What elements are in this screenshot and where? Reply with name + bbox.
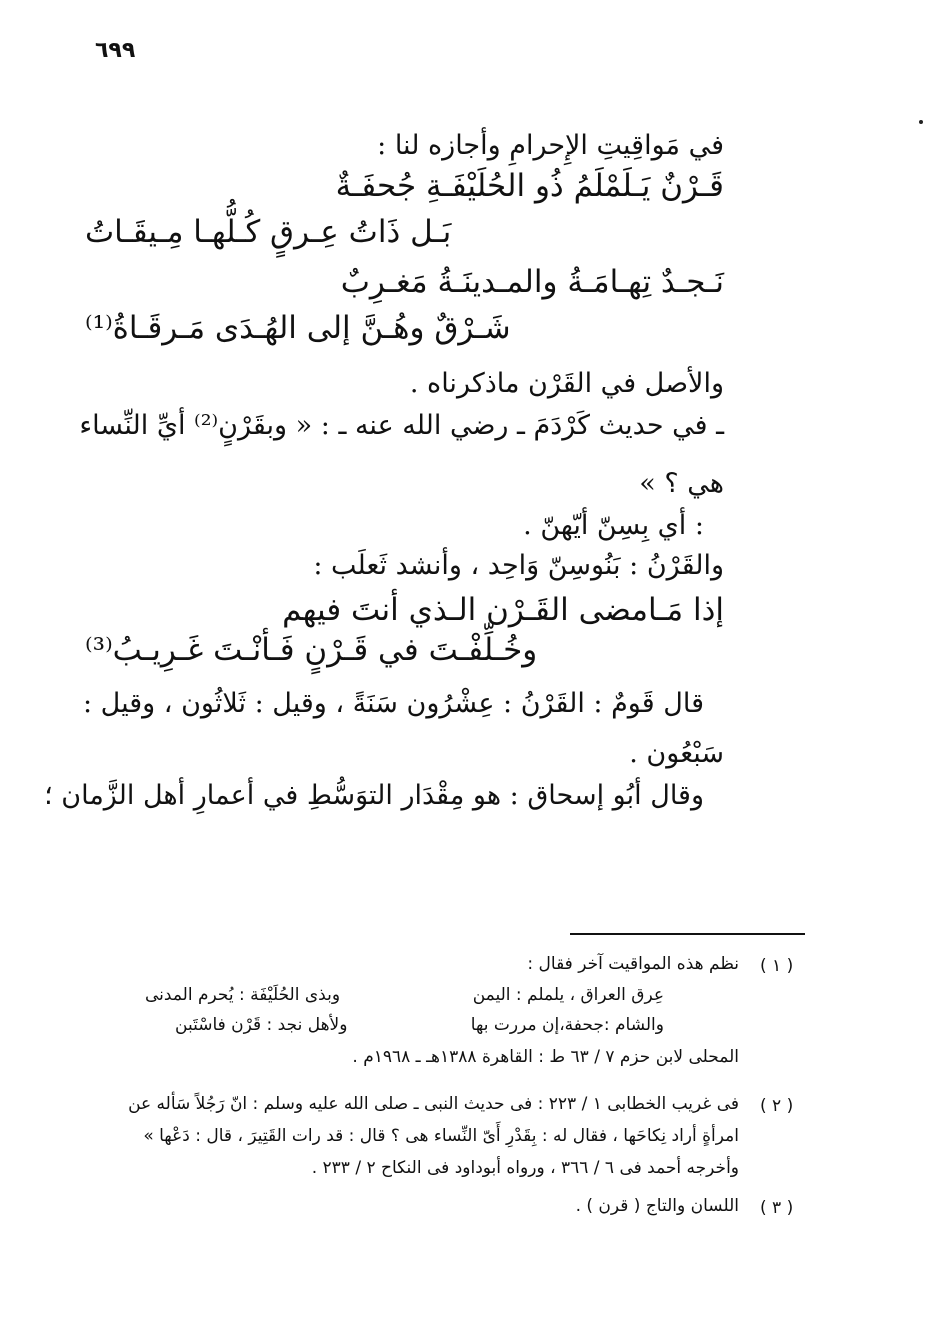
page-number: ٦٩٩ (95, 38, 136, 63)
footnote-1-verse-right-2: والشام :جحفة،إن مررت بها (470, 1015, 664, 1035)
body-line-ay: : أي بِسِنّ أيّهنّ . (523, 510, 704, 541)
body-line-asl: والأصل في القَرْن ماذكرناه . (409, 368, 724, 399)
verse-line-3: نَـجـدٌ تِهـامَـةُ والمـدينَـةُ مَغـرِبٌ (340, 264, 724, 300)
footnote-number-2: ( ٢ ) (760, 1096, 794, 1116)
footnote-number-3: ( ٣ ) (760, 1198, 794, 1218)
body-line-qarn: والقَرْنُ : بَنُوسِنّ وَاحِد ، وأنشد ثَعلَب : (313, 550, 724, 581)
body-line-abu: وقال أبُو إسحاق : هو مِقْدَار التوَسُّطِ في أعمارِ أهل الزَّمان ؛ (44, 780, 704, 811)
footnote-1-line-1: نظم هذه المواقيت آخر فقال : (527, 954, 739, 974)
intro-line: في مَواقِيتِ الإِحرامِ وأجازه لنا : (377, 130, 724, 161)
footnote-2-line-2: امرأةٍ أراد نِكاحَها ، فقال له : بِقَدْرِ أَىّ النِّساء هى ؟ قال : قد رات القَتِيرَ ، قال : دَعْها » (143, 1126, 739, 1146)
verse-line-1: قَـرْنٌ يَـلَمْلَمُ ذُو الحُلَيْفَـةِ جُحفَـةٌ (335, 168, 724, 204)
footnote-1-verse-left-2: ولأهل نجد : قَرْن فاسْتَبن (175, 1015, 348, 1035)
stray-ink-dot (919, 120, 923, 124)
body-line-hadith: ـ في حديث كَرْدَمَ ـ رضي الله عنه ـ : « وبقَرْنٍ⁽²⁾ أيِّ النِّساء (79, 410, 724, 441)
body-line-hiya: هي ؟ » (639, 468, 724, 499)
footnote-2-line-3: وأخرجه أحمد فى ٦ / ٣٦٦ ، ورواه أبوداود فى النكاح ٢ / ٢٣٣ . (311, 1158, 739, 1178)
footnote-1-verse-right-1: عِرق العراق ، يلملم : اليمن (472, 985, 664, 1005)
footnote-2-line-1: فى غريب الخطابى ١ / ٢٢٣ : فى حديث النبى ـ صلى الله عليه وسلم : انّ رَجُلاً سَأله عن (128, 1094, 739, 1114)
footnote-number-1: ( ١ ) (760, 956, 794, 976)
footnote-3-line-1: اللسان والتاج ( قرن ) . (575, 1196, 739, 1216)
footnote-separator (570, 933, 805, 935)
verse-line-5: إذا مَـامضى القَـرْن الـذي أنتَ فيهم (282, 592, 724, 628)
verse-line-2: بَـل ذَاتُ عِـرقٍ كُـلُّهـا مِـيقَـاتُ (85, 214, 452, 250)
body-line-sab: سَبْعُون . (629, 738, 724, 769)
body-line-qal: قال قَومٌ : القَرْنُ : عِشْرُون سَنَةً ، وقيل : ثَلاثُون ، وقيل : (82, 688, 704, 719)
footnote-1-line-4: المحلى لابن حزم ٧ / ٦٣ ط : القاهرة ١٣٨٨هـ ـ ١٩٦٨م . (352, 1047, 739, 1067)
verse-line-6: وخُـلِّفْـتَ في قَـرْنٍ فَـأنْـتَ غَـرِيـبُ⁽³⁾ (85, 632, 538, 668)
verse-line-4: شَـرْقٌ وهُـنَّ إلى الهُـدَى مَـرقَـاةُ⁽¹⁾ (85, 310, 511, 346)
footnote-1-verse-left-1: وبذى الحُلَيْفَة : يُحرم المدنى (145, 985, 341, 1005)
